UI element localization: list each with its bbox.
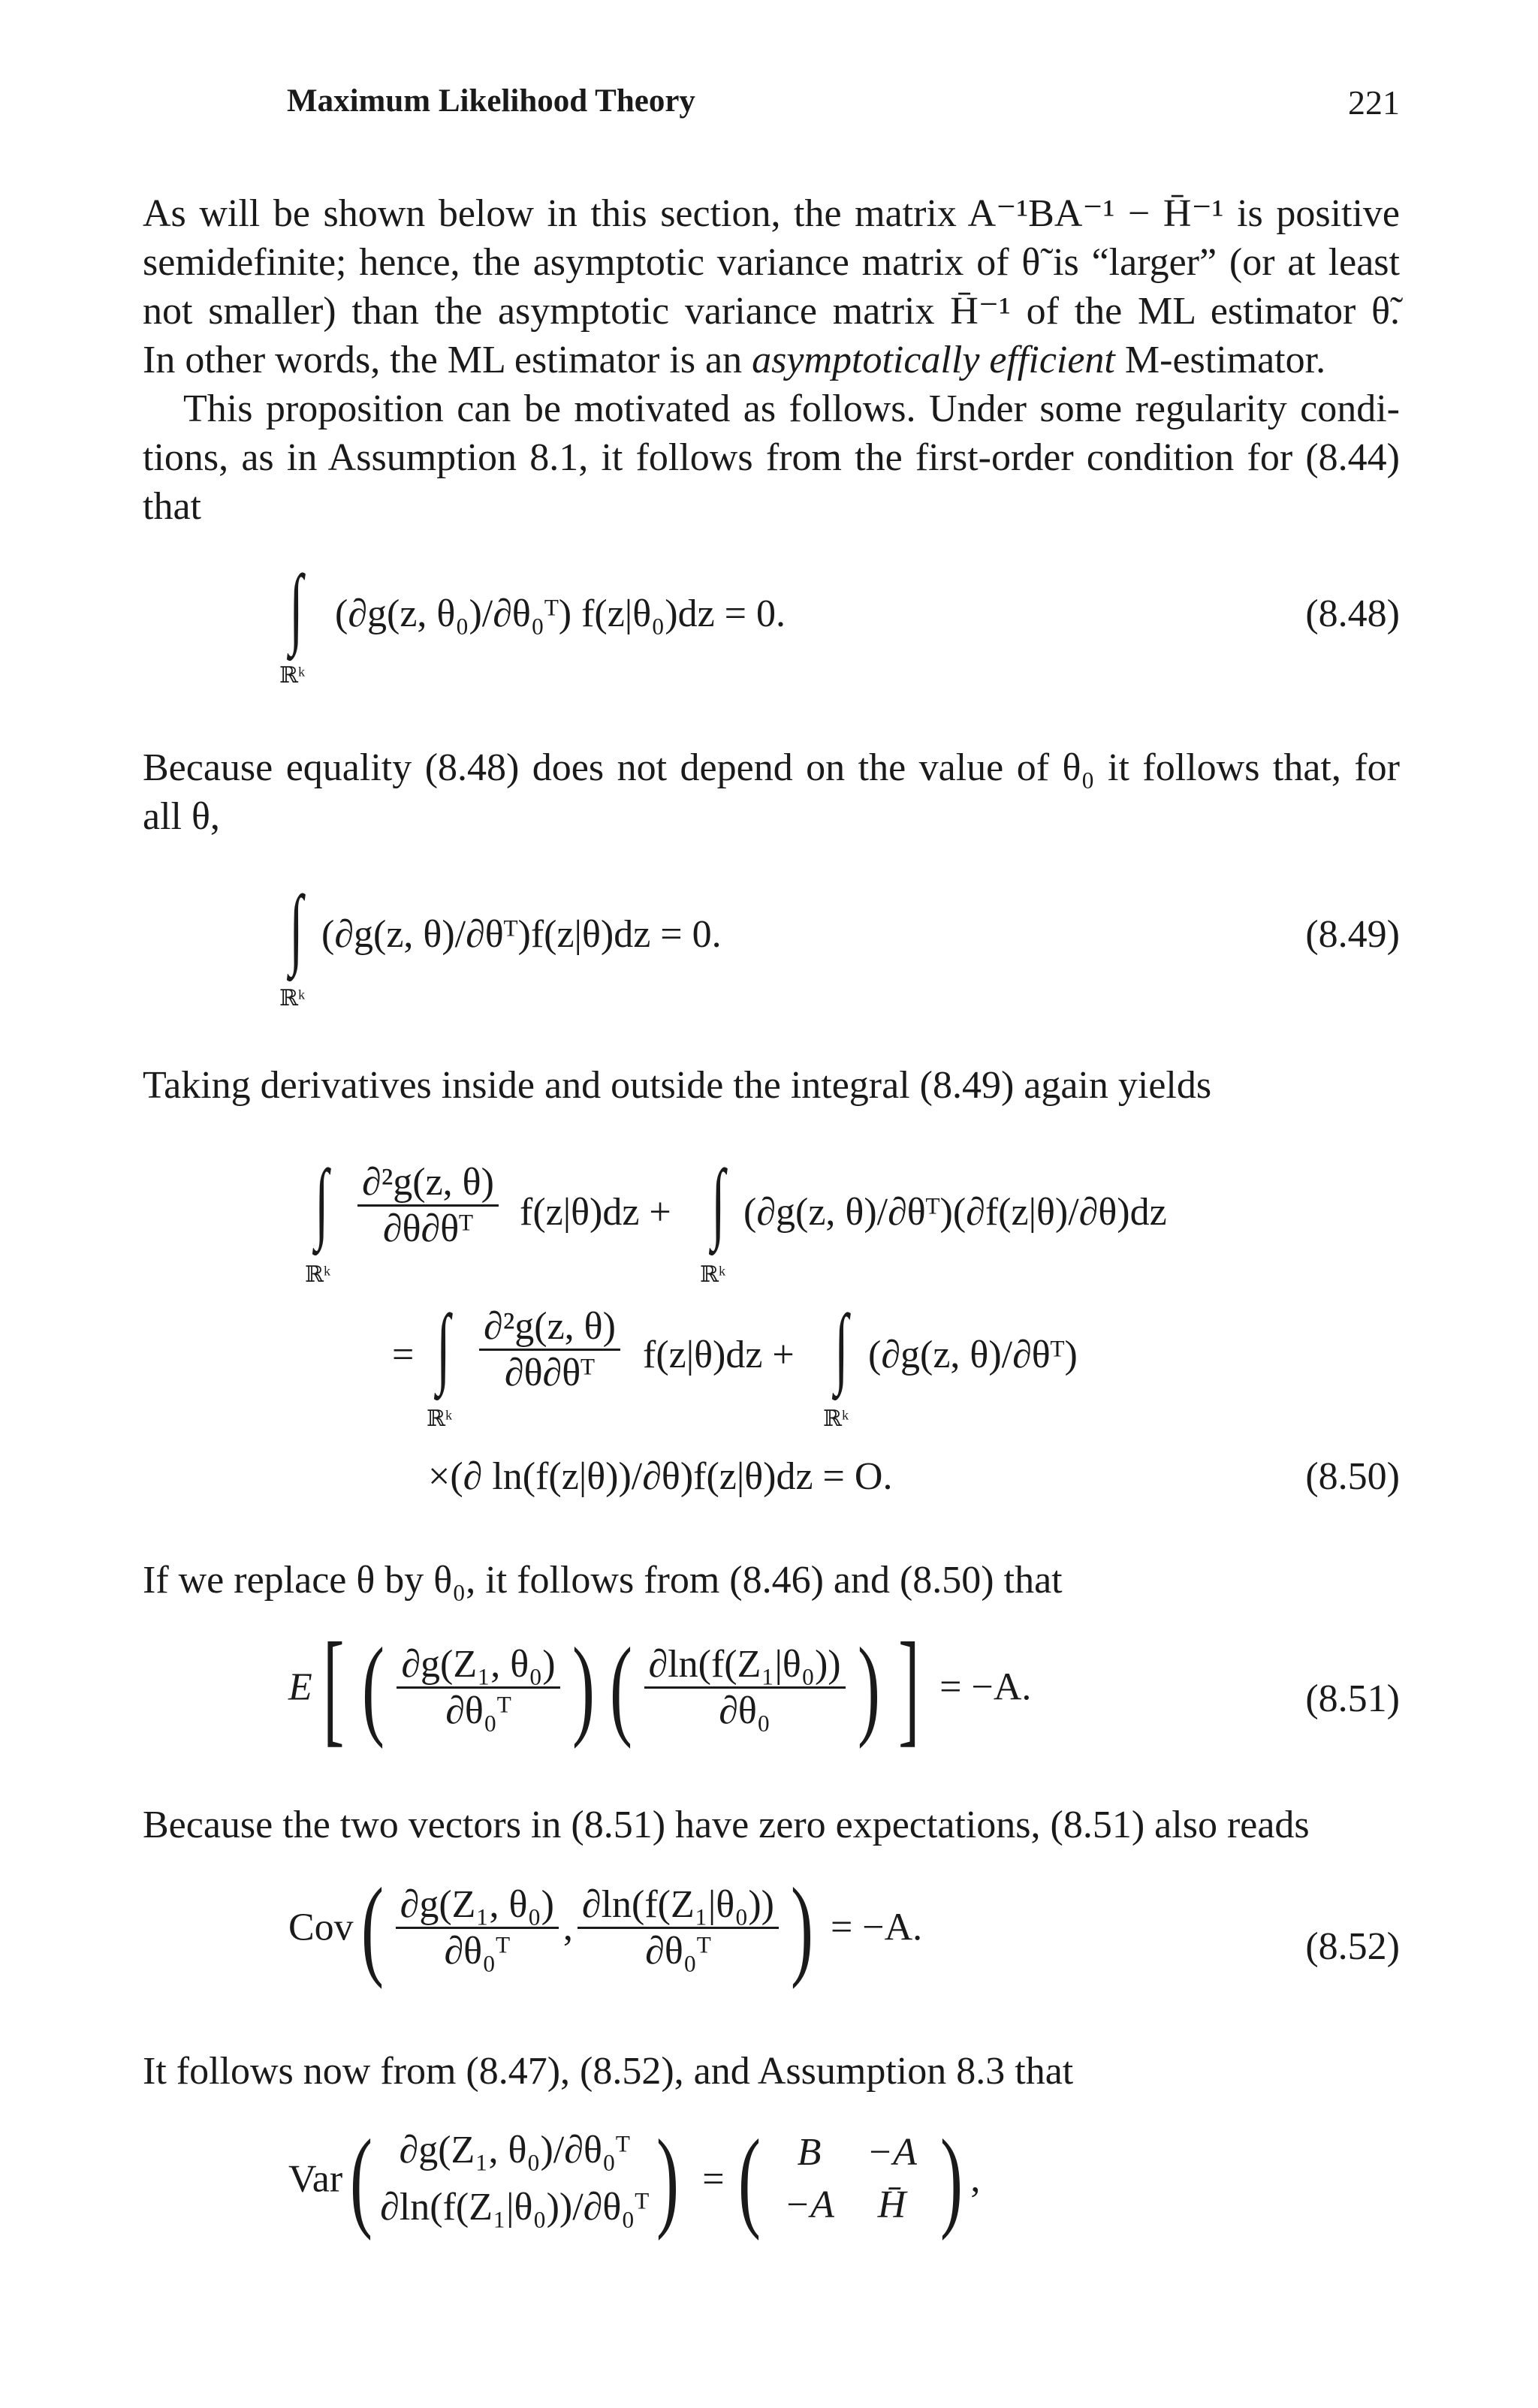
text-line: As will be shown below in this section, the matrix A⁻¹BA⁻¹ − H̄⁻¹ is positive [143, 192, 1400, 235]
equation-text: (∂g(z, θ)/∂θᵀ) [868, 1334, 1078, 1376]
equation-8-51 [288, 1617, 1032, 1758]
integral-sign: ∫ [834, 1296, 849, 1396]
emphasis-text: asymptotically efficient [752, 339, 1115, 381]
paragraph-5 [143, 1556, 1400, 1605]
vector-bottom: ∂ln(f(Z₁|θ₀))/∂θ₀ᵀ [380, 2186, 650, 2229]
fraction [353, 1160, 503, 1251]
integral-sign: ∫ [711, 1151, 725, 1251]
text-run: M-estimator. [1114, 339, 1326, 381]
text-line: semidefinite; hence, the asymptotic variance matrix of θ̃ is “larger” (or at least [143, 241, 1400, 284]
integral-sign: ∫ [315, 1151, 329, 1251]
integral-domain: ℝᵏ [279, 986, 306, 1011]
matrix-cell: B [797, 2131, 822, 2174]
integral-sign: ∫ [289, 556, 303, 656]
fraction-denominator: ∂θ∂θᵀ [382, 1207, 473, 1250]
matrix-cell: H̄ [877, 2183, 906, 2226]
text-line: Taking derivatives inside and outside the integral (8.49) again yields [143, 1064, 1212, 1107]
left-paren: ( [609, 1625, 632, 1749]
fraction-numerator: ∂²g(z, θ) [357, 1160, 499, 1207]
integral-domain: ℝᵏ [700, 1262, 726, 1287]
fraction-numerator: ∂ln(f(Z₁|θ₀)) [644, 1642, 846, 1689]
text-line [143, 336, 1400, 384]
fraction-numerator: ∂g(Z₁, θ₀) [397, 1642, 559, 1689]
right-paren: ) [940, 2117, 964, 2241]
fraction-denominator: ∂θ∂θᵀ [504, 1352, 595, 1394]
integral-sign: ∫ [436, 1296, 451, 1396]
paragraph-2 [143, 384, 1400, 531]
integral-domain: ℝᵏ [823, 1406, 849, 1431]
equation-number: (8.49) [1305, 913, 1400, 956]
text-line: If we replace θ by θ₀, it follows from (8.46) and (8.50) that [143, 1559, 1063, 1602]
matrix-cell: −A [867, 2131, 917, 2174]
text-line: that [143, 485, 201, 528]
left-paren: ( [737, 2117, 761, 2241]
right-paren: ) [790, 1865, 813, 1990]
right-paren: ) [571, 1625, 595, 1749]
vector-top: ∂g(Z₁, θ₀)/∂θ₀ᵀ [399, 2129, 630, 2171]
variance-label: Var [288, 2157, 343, 2201]
text-line: Because the two vectors in (8.51) have zero expectations, (8.51) also reads [143, 1804, 1310, 1846]
fraction-denominator: ∂θ₀ [719, 1689, 771, 1732]
fraction-denominator: ∂θ₀ᵀ [445, 1689, 511, 1732]
equals-sign: = [702, 2157, 725, 2201]
equation-body: (∂g(z, θ)/∂θᵀ)f(z|θ)dz = 0. [321, 913, 722, 956]
integral-domain: ℝᵏ [305, 1262, 331, 1287]
text-line: This proposition can be motivated as follows. Under some regularity condi- [183, 387, 1400, 430]
equals-sign: = [392, 1334, 415, 1376]
equation-text: f(z|θ)dz + [520, 1191, 671, 1234]
equation-text: (∂g(z, θ)/∂θᵀ)(∂f(z|θ)/∂θ)dz [743, 1191, 1167, 1234]
paragraph-6 [143, 1801, 1400, 1849]
equation-8-52: Cov( $\frac{\text{∂g(Z₁, θ₀)}}{\text{∂θ₀ᵀ}}$ , $\frac{\text{∂ln(f(Z₁|θ₀))}}{\text{∂θ₀ᵀ}}$ ) = −A. [288, 1865, 923, 1990]
running-header: Maximum Likelihood Theory [287, 83, 695, 119]
paragraph-1 [143, 189, 1400, 384]
left-paren: ( [350, 2117, 373, 2241]
text-line: tions, as in Assumption 8.1, it follows from the first-order condition for (8.44) [143, 436, 1400, 479]
left-paren: ( [360, 1865, 384, 1990]
equation-text: , [970, 2157, 981, 2201]
text-line: Because equality (8.48) does not depend on the value of θ₀ it follows that, for [143, 746, 1400, 789]
expectation-symbol: E [288, 1665, 312, 1709]
right-paren: ) [656, 2117, 680, 2241]
equation-text: ×(∂ ln(f(z|θ))/∂θ)f(z|θ)dz = O. [428, 1455, 893, 1498]
equation-number: (8.51) [1305, 1677, 1400, 1720]
equation-number: (8.50) [1305, 1455, 1400, 1498]
equation-text: = −A. [830, 1906, 923, 1949]
equation-text: = −A. [939, 1665, 1032, 1709]
equation-text: f(z|θ)dz + [643, 1334, 795, 1376]
right-bracket: ] [897, 1617, 920, 1758]
paragraph-3 [143, 743, 1400, 841]
integral-domain: ℝᵏ [279, 663, 306, 688]
fraction-denominator: ∂θ₀ᵀ [645, 1929, 711, 1973]
left-bracket: [ [322, 1617, 345, 1758]
text-run: In other words, the ML estimator is an [143, 339, 752, 381]
paragraph-4 [143, 1061, 1400, 1110]
integral-sign: ∫ [289, 877, 303, 977]
integral-domain: ℝᵏ [427, 1406, 453, 1431]
fraction-numerator: ∂²g(z, θ) [479, 1304, 620, 1351]
variance-equation [288, 2117, 981, 2241]
equation-number: (8.48) [1305, 592, 1400, 635]
text-line: not smaller) than the asymptotic variance matrix H̄⁻¹ of the ML estimator θ̃. [143, 290, 1400, 333]
equation-number: (8.52) [1305, 1925, 1400, 1968]
fraction [475, 1304, 625, 1395]
equation-body: (∂g(z, θ₀)/∂θ₀ᵀ) f(z|θ₀)dz = 0. [335, 592, 786, 635]
page-number: 221 [1348, 83, 1400, 122]
matrix-cell: −A [784, 2183, 834, 2226]
fraction-numerator: ∂g(Z₁, θ₀) [396, 1882, 559, 1929]
text-line: all θ, [143, 795, 220, 838]
text-line: It follows now from (8.47), (8.52), and Assumption 8.3 that [143, 2050, 1074, 2093]
fraction-denominator: ∂θ₀ᵀ [444, 1929, 511, 1973]
covariance-label: Cov [288, 1906, 354, 1949]
left-paren: ( [362, 1625, 385, 1749]
fraction-numerator: ∂ln(f(Z₁|θ₀)) [578, 1882, 779, 1929]
paragraph-7 [143, 2047, 1400, 2096]
right-paren: ) [857, 1625, 880, 1749]
